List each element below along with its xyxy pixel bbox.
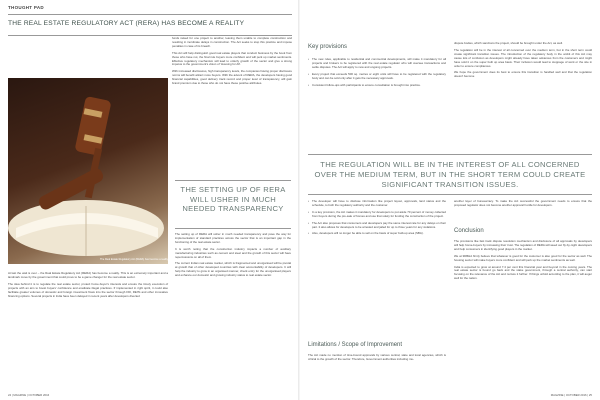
paragraph: dispute bodies, which sanctions the project, should be brought under the Act, as well. xyxy=(454,41,563,45)
bullet-item: • Consistent follow-ups with participants to ensure consultation is brought into practice. xyxy=(308,84,446,88)
paragraph: another layer of bureaucracy. To make the Act successful the government needs to ensure that the proposed regulator does not become another approval hurdle for developers. xyxy=(454,199,592,207)
right-col-bottom xyxy=(175,233,291,281)
big-pull-quote: THE REGULATION WILL BE IN THE INTEREST OF ALL CONCERNED OVER THE MEDIUM TERM, BUT IN THE SHORT TERM COULD CREATE SIGNIFICANT TRANSITION ISSUES. xyxy=(314,160,586,189)
paragraph: We hope the government does its best to ensure this transition is handled well and that the regulation doesn't become xyxy=(454,70,592,79)
right-col-top xyxy=(454,42,592,82)
paragraph: The idea behind it is to regulate the real estate sector, protect home-buyer's interests and ensure the timely execution of projects with an aim to boost buyers' confidence and eradicate illegal practices. If implemented in right spirit, it could also facilitate greater volumes of domestic and foreign investment flows into the sector through FDI, REITs and other innovative financing options. Several projects in India have been delayed in recent years after developers diverted xyxy=(8,281,168,298)
photo-caption: The Real Estate Regulatory Act (RERA) has become a reality xyxy=(100,258,168,261)
paragraph: It is worth noting that the construction industry impacts a number of auxiliary manufacturing industries such as cement and steel and the growth of this sector will have repercussions on all of them. xyxy=(175,246,291,259)
gavel-illustration xyxy=(8,78,168,264)
paragraph: We at 3DBHA firmly believe that whatever is good for the customer is also good for the sector as well. The housing sector will make buyers more confident and will perk up the market sentiments as well. xyxy=(454,253,592,262)
pull-quote-rule-top xyxy=(175,180,291,181)
paragraph: funds raised for one project to another, leaving them unable to complete construction and resulting in inordinate delays in construction. The Act seeks to stop this practice and impose penalties in case of its breach. xyxy=(172,36,292,48)
limitations-text xyxy=(308,354,446,365)
key-provisions-heading: Key provisions xyxy=(308,44,348,50)
paragraph: With increased disclosures, high transparency levels, the companies having proper disclosure norms will benefit attract more buyers. With the advent of RERA, the developers having good financial capabilities, good delivery track record and proper level of transparency, will gain brand premium due to those who do not have these positive attributes. xyxy=(172,69,292,86)
paragraph: The current Indian real estate market, which is fragmented and unorganised will be pivotal at growth that of other developed countries with clear accountability of developers. It will help the industry to grow in an organised manner, check entry for the unorganised players and enhance our domestic and growing industry status to real estate sector. xyxy=(175,261,291,278)
paragraph: The regulation will be in the interest of all concerned over the medium term, but in the short term could create significant transition issues. The introduction of the regulatory body in the ambit of this Act may cause lots of confusion as developers might already have taken advances from the customers and might have sold it on the super built up area basis. Their inclusion would lead to stoppage of work or the site in order to ensure compliances. xyxy=(454,47,592,68)
bullet-item: • The developer will have to disclose information like project layout, approvals, land status and the schedule, to both the regulatory authority and the customer. xyxy=(308,200,446,208)
conclusion-text xyxy=(454,240,592,284)
bullet-item: • In a key provision, the Act makes it mandatory for developers to put aside 70 percent of money collected from buyers during the pre-sale of homes and use that solely for funding the construction of the project. xyxy=(308,211,446,219)
paragraph: India is expected to grow at around 7.4 per cent this financial year and beyond in the coming years. The real estate sector is bound go back and the stake government, through a central authority, can start focusing on the relevance of the Act and nurture it further. If things unfold according to the plan, it will augur well for the nation. xyxy=(454,264,592,281)
paragraph: This Act will help distinguish good real estate players that conduct business by the book from those who have not, the final rule buyers more confident and will perk up market sentiments. Effective regulatory mechanism will lead to orderly growth of the sector and give a strong impetus to the government's vision of 'Housing for All'. xyxy=(172,50,292,67)
limitations-heading: Limitations / Scope of Improvement xyxy=(308,342,403,348)
pull-quote: THE SETTING UP OF RERA WILL USHER IN MUCH NEEDED TRANSPARENCY xyxy=(180,185,286,213)
header-rule xyxy=(8,14,292,15)
gavel-book-photo xyxy=(8,78,168,264)
big-quote-rule-top xyxy=(308,154,592,155)
bullet-item: • The new rules, applicable to residential and commercial developments, will make it mandatory for all projects and brokers to be registered with the real estate regulator who will oversee transactions and settle disputes. The Act will apply to new and ongoing projects. xyxy=(308,58,446,70)
left-col-bottom xyxy=(8,272,168,301)
bullet-item: • The Act also proposes that consumers and developers pay the same interest rate for any delays on their part. It also allows for developers to be arrested and jailed for up to three years for any violations. xyxy=(308,222,446,230)
key-provisions-list xyxy=(308,58,446,90)
right-page xyxy=(300,0,600,400)
left-col-bottom-right xyxy=(308,200,446,239)
bullet-item: • Every project that exceeds 500 sq. metres or eight units will have to be registered with the regulatory body and can be sold only after it gets the necessary approvals. xyxy=(308,73,446,81)
paragraph: The provisions like fast track dispute resolution mechanism and disclosure of all approvals by developers will help home-buyers by increasing their trust. The regulation of RERA will weed out fly-by-night developers and help consumers in identifying good players in the market. xyxy=(454,239,592,251)
pull-quote-rule-bottom xyxy=(175,228,291,229)
paragraph: The Act made no mention of time-bound approvals by various central, state and local agencies, which is critical to the growth of the sector. Therefore, Government authorities including mu- xyxy=(308,353,446,361)
article-title: THE REAL ESTATE REGULATORY ACT (RERA) HAS BECOME A REALITY xyxy=(8,20,245,27)
right-col-bottom-right xyxy=(454,200,592,211)
paragraph: At last the wait is over – the Real Estate Regulatory Act (RERA) has become a reality. This is an extremely important and a landmark move by the government that could prove to be a game changer for the real estate sector. xyxy=(8,271,168,279)
page-footer-left: 24 | MAGZINE | OCTOBER 2016 xyxy=(8,393,50,397)
paragraph: The setting up of RERA will usher in much needed transparency and pave the way for implementation of standard practices across the sector that is an important gap in the functioning of the real estate sector. xyxy=(175,232,291,244)
conclusion-heading: Conclusion xyxy=(454,228,484,234)
running-head: THOUGHT PAD xyxy=(8,5,44,10)
page-footer-right: MAGZINE | OCTOBER 2016 | 25 xyxy=(550,393,592,397)
bullet-item: • Also, developers will no longer be able to sell on the basis of super built-up area (SBA). xyxy=(308,232,446,236)
big-quote-rule-bottom xyxy=(308,194,592,195)
left-col-top xyxy=(172,37,292,89)
